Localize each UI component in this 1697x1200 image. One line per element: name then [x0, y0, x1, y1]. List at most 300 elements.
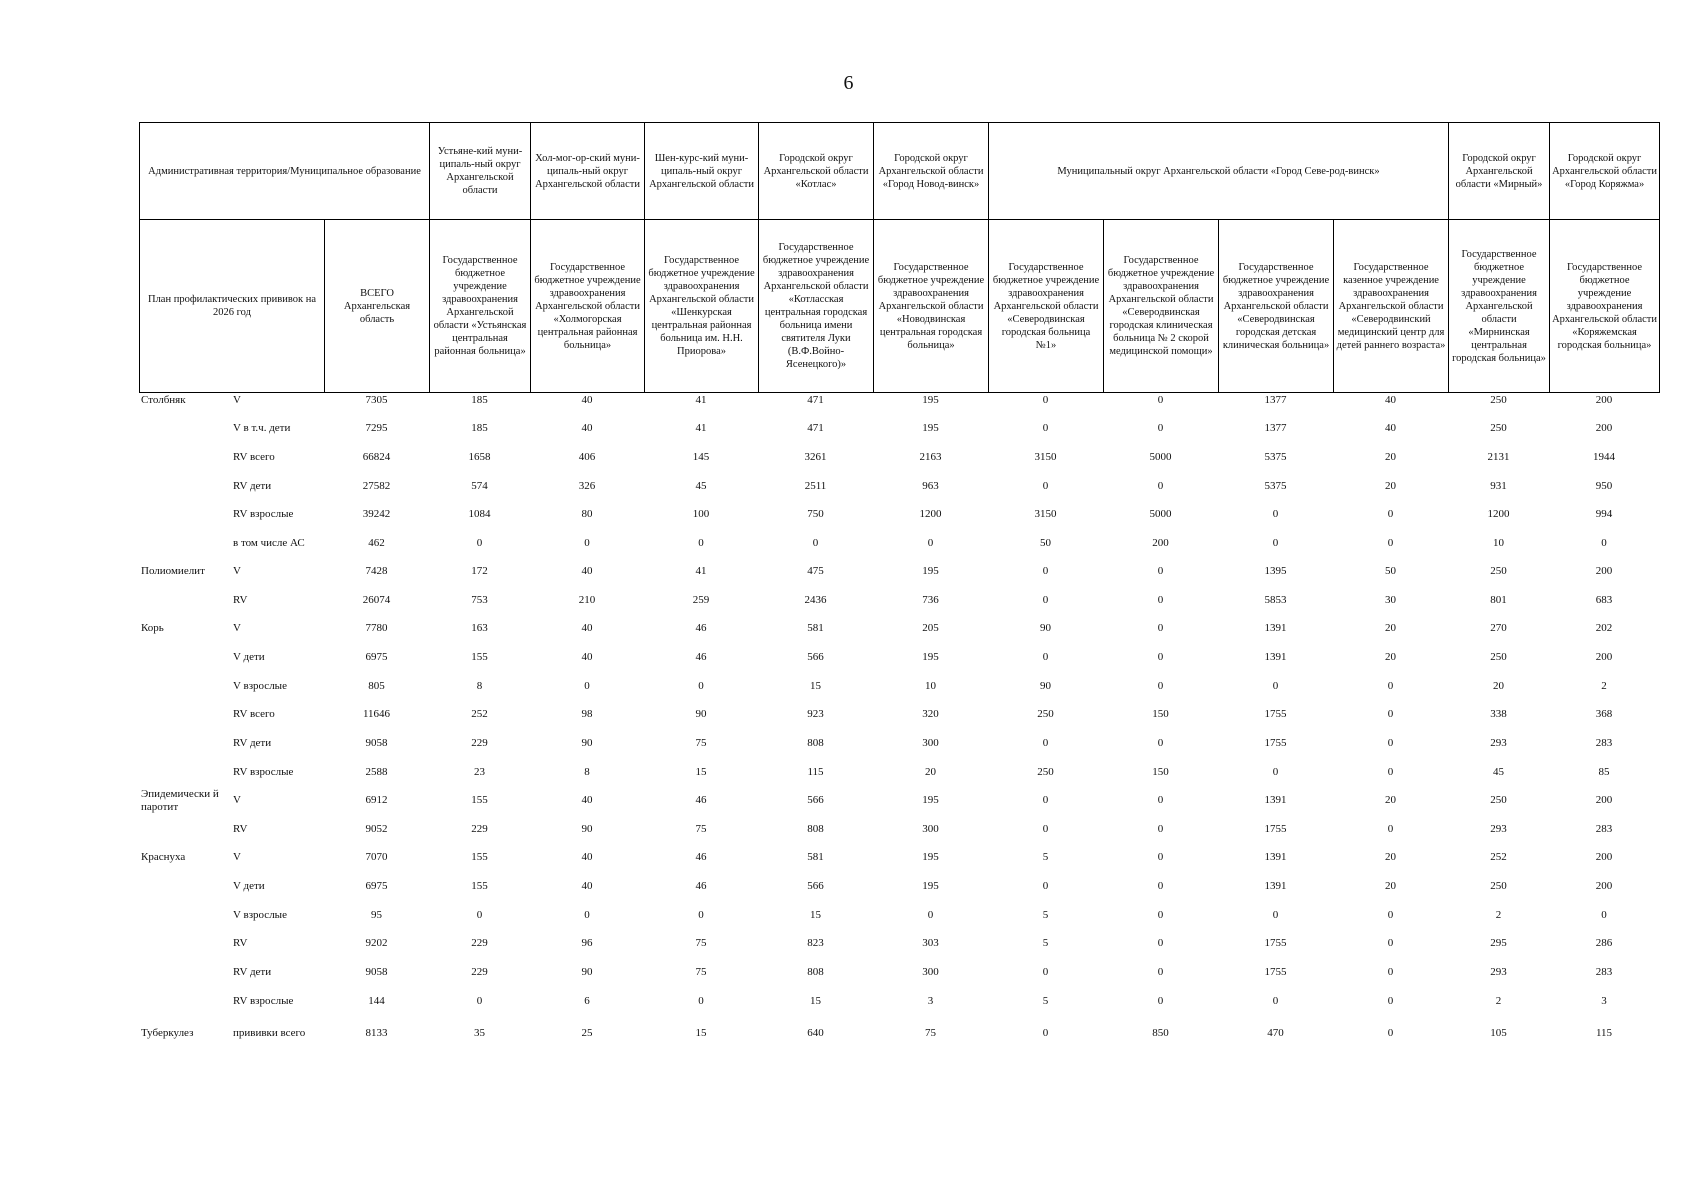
cell-value: 40: [1385, 422, 1396, 434]
cell-value: 0: [1387, 708, 1394, 720]
cell-value: 963: [922, 479, 939, 492]
vaccination-type: RV: [233, 822, 248, 835]
page-number: 6: [843, 72, 854, 94]
vaccination-type: V: [233, 851, 241, 863]
cell-value: 40: [581, 851, 593, 863]
cell-value: 75: [925, 1026, 936, 1039]
cell-value: 20: [1385, 651, 1396, 663]
cell-value: 229: [471, 937, 488, 949]
total-value: 9058: [365, 966, 388, 978]
total-value: 26074: [362, 593, 391, 606]
cell-value: 229: [471, 737, 488, 749]
cell-value: 155: [471, 851, 488, 863]
vaccination-type: RV дети: [233, 966, 272, 978]
cell-value: 326: [578, 479, 596, 492]
cell-value: 250: [1037, 708, 1054, 720]
cell-value: 300: [922, 966, 939, 978]
cell-value: 283: [1595, 822, 1613, 835]
total-value: 6975: [365, 880, 388, 892]
cell-value: 1395: [1264, 565, 1287, 577]
vaccination-type: V: [233, 794, 241, 806]
cell-value: 45: [1493, 765, 1504, 778]
table-row: [139, 614, 1659, 643]
district-header: Городской округ Архангельской области «Котлас»: [759, 123, 874, 220]
cell-value: 40: [581, 880, 593, 892]
cell-value: 0: [476, 994, 483, 1007]
cell-value: 90: [581, 822, 593, 835]
total-value: 11646: [362, 708, 391, 720]
disease-label: [139, 872, 227, 901]
cell-value: 0: [476, 536, 483, 549]
vaccination-type: RV: [233, 937, 248, 949]
cell-value: 3: [1601, 994, 1607, 1007]
cell-value: 475: [807, 565, 824, 577]
cell-value: 0: [1042, 593, 1049, 606]
table-header: [139, 122, 1660, 393]
cell-value: 0: [1601, 536, 1607, 549]
cell-value: 15: [810, 994, 821, 1007]
cell-value: 823: [807, 937, 824, 949]
cell-value: 2: [1495, 994, 1502, 1007]
cell-value: 80: [581, 508, 593, 520]
cell-value: 20: [1385, 451, 1396, 463]
cell-value: 0: [1157, 593, 1164, 606]
cell-value: 90: [1040, 622, 1051, 634]
cell-value: 2131: [1487, 451, 1510, 463]
vaccination-type: RV всего: [233, 708, 275, 720]
table-row: [139, 472, 1659, 500]
disease-label: Эпидемически й паротит: [141, 787, 219, 813]
cell-value: 283: [1595, 737, 1613, 749]
cell-value: 90: [1040, 679, 1051, 692]
vaccination-type: RV взрослые: [233, 994, 294, 1007]
table-row: [139, 700, 1659, 729]
cell-value: 0: [1042, 393, 1049, 406]
table-row: [139, 758, 1659, 786]
cell-value: 200: [1595, 851, 1613, 863]
cell-value: 200: [1595, 422, 1613, 434]
vaccination-type: RV дети: [233, 737, 272, 749]
cell-value: 98: [581, 708, 593, 720]
cell-value: 293: [1490, 966, 1507, 978]
cell-value: 0: [1157, 479, 1164, 492]
cell-value: 0: [1387, 508, 1394, 520]
cell-value: 259: [692, 593, 710, 606]
plan-header: План профилактических прививок на 2026 год: [140, 220, 325, 393]
cell-value: 923: [807, 708, 824, 720]
cell-value: 200: [1595, 651, 1613, 663]
disease-label: Корь: [141, 622, 164, 634]
cell-value: 1944: [1593, 451, 1615, 463]
vaccination-type: V дети: [233, 880, 265, 892]
table-row: [139, 443, 1659, 472]
cell-value: 801: [1490, 593, 1507, 606]
cell-value: 25: [581, 1026, 593, 1039]
total-value: 27582: [362, 479, 391, 492]
district-header: Муниципальный округ Архангельской области «Город Севе-род-винск»: [989, 123, 1449, 220]
cell-value: 1200: [919, 508, 942, 520]
cell-value: 1658: [468, 451, 491, 463]
cell-value: 8: [584, 765, 590, 778]
cell-value: 195: [922, 794, 939, 806]
cell-value: 15: [695, 765, 707, 778]
total-value: 39242: [362, 508, 391, 520]
cell-value: 0: [1042, 966, 1049, 978]
cell-value: 40: [581, 794, 593, 806]
cell-value: 1084: [468, 508, 491, 520]
cell-value: 1377: [1264, 422, 1287, 434]
cell-value: 683: [1595, 593, 1613, 606]
cell-value: 229: [471, 966, 488, 978]
total-value: 66824: [362, 451, 391, 463]
vaccination-type: V: [233, 565, 241, 577]
cell-value: 338: [1490, 708, 1507, 720]
cell-value: 45: [695, 479, 707, 492]
institution-header: Государственное бюджетное учреждение здравоохранения Архангельской области «Северодвинская городская больница №1»: [989, 220, 1104, 393]
disease-label: Полиомиелит: [141, 565, 205, 577]
table-row: [139, 529, 1659, 557]
cell-value: 581: [807, 622, 824, 634]
cell-value: 574: [471, 479, 488, 492]
cell-value: 250: [1490, 393, 1507, 406]
cell-value: 0: [476, 908, 483, 921]
cell-value: 155: [471, 651, 488, 663]
total-value: 144: [368, 994, 385, 1007]
cell-value: 0: [1157, 880, 1164, 892]
cell-value: 808: [807, 966, 824, 978]
cell-value: 5: [1042, 851, 1049, 863]
cell-value: 46: [695, 880, 707, 892]
cell-value: 0: [1157, 966, 1164, 978]
cell-value: 40: [1385, 393, 1396, 406]
cell-value: 750: [807, 508, 824, 520]
vaccination-type: V: [233, 393, 241, 406]
cell-value: 2436: [804, 593, 827, 606]
cell-value: 0: [1157, 422, 1164, 434]
cell-value: 295: [1490, 937, 1507, 949]
cell-value: 41: [695, 422, 707, 434]
cell-value: 90: [695, 708, 707, 720]
cell-value: 155: [471, 880, 488, 892]
cell-value: 250: [1490, 880, 1507, 892]
cell-value: 40: [581, 422, 593, 434]
cell-value: 0: [1601, 908, 1607, 921]
cell-value: 3150: [1034, 508, 1057, 520]
disease-label: [139, 958, 227, 987]
cell-value: 0: [1157, 794, 1164, 806]
vaccination-type: V: [233, 622, 241, 634]
cell-value: 0: [1272, 536, 1279, 549]
cell-value: 85: [1598, 765, 1610, 778]
cell-value: 200: [1595, 794, 1613, 806]
cell-value: 0: [927, 536, 934, 549]
cell-value: 0: [1387, 765, 1394, 778]
cell-value: 0: [1042, 651, 1049, 663]
cell-value: 0: [1387, 966, 1394, 978]
cell-value: 0: [1042, 822, 1049, 835]
cell-value: 1391: [1264, 622, 1287, 634]
cell-value: 1391: [1264, 880, 1287, 892]
district-header: Городской округ Архангельской области «Мирный»: [1449, 123, 1550, 220]
cell-value: 5000: [1149, 451, 1172, 463]
disease-label: [139, 472, 227, 500]
cell-value: 0: [1157, 822, 1164, 835]
cell-value: 3150: [1034, 451, 1057, 463]
table-row: [139, 1015, 1659, 1051]
cell-value: 150: [1152, 708, 1169, 720]
cell-value: 994: [1595, 508, 1613, 520]
total-value: 7780: [365, 622, 388, 634]
total-value: 6912: [365, 794, 388, 806]
cell-value: 0: [1157, 393, 1164, 406]
table-row: [139, 901, 1659, 929]
cell-value: 0: [1157, 737, 1164, 749]
cell-value: 0: [1042, 565, 1049, 577]
cell-value: 15: [810, 679, 821, 692]
total-value: 9058: [365, 737, 388, 749]
cell-value: 23: [474, 765, 485, 778]
vaccination-type: RV всего: [233, 451, 275, 463]
cell-value: 185: [471, 393, 488, 406]
cell-value: 75: [695, 737, 707, 749]
disease-label: Краснуха: [141, 851, 186, 863]
cell-value: 0: [1387, 822, 1394, 835]
disease-label: [139, 987, 227, 1015]
cell-value: 250: [1037, 765, 1054, 778]
cell-value: 15: [695, 1026, 707, 1039]
institution-header: Государственное бюджетное учреждение здравоохранения Архангельской области «Шенкурская центральная районная больница им. Н.Н. Приорова»: [645, 220, 759, 393]
vaccination-type: в том числе АС: [233, 536, 305, 549]
table-row: [139, 729, 1659, 758]
cell-value: 20: [1385, 622, 1396, 634]
disease-label: Столбняк: [141, 393, 186, 406]
cell-value: 5375: [1264, 451, 1287, 463]
cell-value: 195: [922, 880, 939, 892]
cell-value: 202: [1595, 622, 1613, 634]
cell-value: 195: [922, 393, 939, 406]
cell-value: 46: [695, 794, 707, 806]
territory-header: Административная территория/Муниципальное образование: [140, 123, 430, 220]
table-row: [139, 500, 1659, 529]
vaccination-type: V взрослые: [233, 679, 287, 692]
cell-value: 471: [807, 422, 824, 434]
total-value: 2588: [365, 765, 388, 778]
cell-value: 105: [1490, 1026, 1507, 1039]
cell-value: 30: [1385, 593, 1396, 606]
cell-value: 200: [1595, 565, 1613, 577]
total-header: ВСЕГО Архангельская область: [325, 220, 430, 393]
total-value: 8133: [365, 1026, 388, 1039]
cell-value: 46: [695, 622, 707, 634]
district-header: Хол-мог-ор-ский муни-ципаль-ный округ Архангельской области: [531, 123, 645, 220]
total-value: 9052: [365, 822, 388, 835]
cell-value: 5: [1042, 937, 1049, 949]
cell-value: 20: [1385, 794, 1396, 806]
cell-value: 96: [581, 937, 593, 949]
cell-value: 0: [1387, 937, 1394, 949]
table-row: [139, 929, 1659, 958]
total-value: 9202: [365, 937, 388, 949]
cell-value: 2: [1601, 679, 1607, 692]
cell-value: 35: [474, 1026, 485, 1039]
disease-label: [139, 643, 227, 672]
cell-value: 950: [1595, 479, 1613, 492]
cell-value: 75: [695, 937, 707, 949]
cell-value: 931: [1490, 479, 1507, 492]
cell-value: 15: [810, 908, 821, 921]
vaccination-type: RV взрослые: [233, 508, 294, 520]
cell-value: 0: [1272, 679, 1279, 692]
cell-value: 0: [1157, 937, 1164, 949]
cell-value: 40: [581, 393, 593, 406]
table-row: [139, 958, 1659, 987]
cell-value: 581: [807, 851, 824, 863]
cell-value: 10: [1493, 536, 1504, 549]
total-value: 95: [371, 908, 382, 921]
cell-value: 0: [1042, 880, 1049, 892]
cell-value: 50: [1040, 536, 1051, 549]
vaccination-type: V дети: [233, 651, 265, 663]
cell-value: 1377: [1264, 393, 1287, 406]
cell-value: 1755: [1264, 937, 1287, 949]
table-row: [139, 557, 1659, 586]
cell-value: 0: [584, 679, 590, 692]
cell-value: 1391: [1264, 794, 1287, 806]
cell-value: 566: [807, 880, 824, 892]
district-header: Городской округ Архангельской области «Город Новод-винск»: [874, 123, 989, 220]
disease-label: [139, 929, 227, 958]
cell-value: 195: [922, 422, 939, 434]
cell-value: 185: [471, 422, 488, 434]
disease-label: [139, 672, 227, 700]
cell-value: 0: [1272, 908, 1279, 921]
cell-value: 736: [922, 593, 939, 606]
cell-value: 115: [1595, 1026, 1613, 1039]
cell-value: 0: [1157, 565, 1164, 577]
cell-value: 0: [1157, 994, 1164, 1007]
cell-value: 0: [1157, 851, 1164, 863]
cell-value: 0: [1272, 508, 1279, 520]
table-row: [139, 786, 1659, 815]
cell-value: 250: [1490, 422, 1507, 434]
cell-value: 163: [471, 622, 488, 634]
cell-value: 0: [584, 908, 590, 921]
disease-label: Туберкулез: [141, 1026, 194, 1039]
cell-value: 20: [1385, 479, 1396, 492]
cell-value: 303: [922, 937, 939, 949]
cell-value: 0: [698, 994, 704, 1007]
cell-value: 5375: [1264, 479, 1287, 492]
cell-value: 0: [1042, 794, 1049, 806]
cell-value: 5000: [1149, 508, 1172, 520]
institution-header: Государственное бюджетное учреждение здравоохранения Архангельской области «Котласская центральная городская больница имени святителя Луки (В.Ф.Войно-Ясенецкого)»: [759, 220, 874, 393]
cell-value: 100: [692, 508, 710, 520]
disease-label: [139, 414, 227, 443]
disease-label: [139, 586, 227, 614]
cell-value: 2511: [804, 479, 827, 492]
cell-value: 40: [581, 565, 593, 577]
cell-value: 40: [581, 622, 593, 634]
vaccination-table: [139, 386, 1659, 1051]
cell-value: 50: [1385, 565, 1396, 577]
cell-value: 46: [695, 651, 707, 663]
cell-value: 640: [807, 1026, 824, 1039]
institution-header: Государственное бюджетное учреждение здравоохранения Архангельской области «Холмогорская центральная районная больница»: [531, 220, 645, 393]
table-row: [139, 386, 1659, 414]
cell-value: 2163: [919, 451, 942, 463]
cell-value: 229: [471, 822, 488, 835]
table-row: [139, 586, 1659, 614]
cell-value: 20: [925, 765, 936, 778]
cell-value: 0: [1387, 679, 1394, 692]
cell-value: 0: [698, 908, 704, 921]
cell-value: 20: [1385, 880, 1396, 892]
institution-header: Государственное бюджетное учреждение здравоохранения Архангельской области «Новодвинская центральная городская больница»: [874, 220, 989, 393]
cell-value: 0: [1387, 908, 1394, 921]
cell-value: 808: [807, 822, 824, 835]
disease-label: [139, 901, 227, 929]
cell-value: 293: [1490, 737, 1507, 749]
cell-value: 808: [807, 737, 824, 749]
cell-value: 0: [1272, 994, 1279, 1007]
cell-value: 368: [1595, 708, 1613, 720]
institution-header: Государственное бюджетное учреждение здравоохранения Архангельской области «Мирнинская центральная городская больница»: [1449, 220, 1550, 393]
cell-value: 566: [807, 794, 824, 806]
cell-value: 0: [698, 536, 704, 549]
table-row: [139, 414, 1659, 443]
cell-value: 1200: [1487, 508, 1510, 520]
table-row: [139, 872, 1659, 901]
total-value: 7070: [365, 851, 388, 863]
cell-value: 286: [1595, 937, 1613, 949]
total-value: 7428: [365, 565, 388, 577]
cell-value: 5: [1042, 994, 1049, 1007]
institution-header: Государственное казенное учреждение здравоохранения Архангельской области «Северодвинский медицинский центр для детей раннего возраста»: [1334, 220, 1449, 393]
district-header: Устьяне-кий муни-ципаль-ный округ Архангельской области: [430, 123, 531, 220]
cell-value: 205: [922, 622, 939, 634]
vaccination-type: V взрослые: [233, 908, 287, 921]
cell-value: 320: [922, 708, 939, 720]
vaccination-type: прививки всего: [233, 1026, 306, 1039]
cell-value: 0: [812, 536, 819, 549]
cell-value: 300: [922, 822, 939, 835]
cell-value: 0: [1042, 422, 1049, 434]
table-row: [139, 643, 1659, 672]
cell-value: 10: [925, 679, 936, 692]
cell-value: 0: [1387, 536, 1394, 549]
cell-value: 5: [1042, 908, 1049, 921]
cell-value: 5853: [1264, 593, 1287, 606]
cell-value: 41: [695, 565, 707, 577]
disease-label: [139, 700, 227, 729]
cell-value: 250: [1490, 651, 1507, 663]
table-row: [139, 843, 1659, 872]
cell-value: 90: [581, 966, 593, 978]
cell-value: 200: [1595, 880, 1613, 892]
cell-value: 75: [695, 966, 707, 978]
cell-value: 195: [922, 651, 939, 663]
cell-value: 0: [584, 536, 590, 549]
cell-value: 0: [1272, 765, 1279, 778]
cell-value: 145: [692, 451, 710, 463]
cell-value: 0: [1387, 1026, 1394, 1039]
institution-header: Государственное бюджетное учреждение здравоохранения Архангельской области «Северодвинская городская клиническая больница № 2 скорой медицинской помощи»: [1104, 220, 1219, 393]
total-value: 462: [368, 536, 385, 549]
cell-value: 0: [1157, 622, 1164, 634]
cell-value: 40: [581, 651, 593, 663]
cell-value: 270: [1490, 622, 1507, 634]
cell-value: 0: [927, 908, 934, 921]
